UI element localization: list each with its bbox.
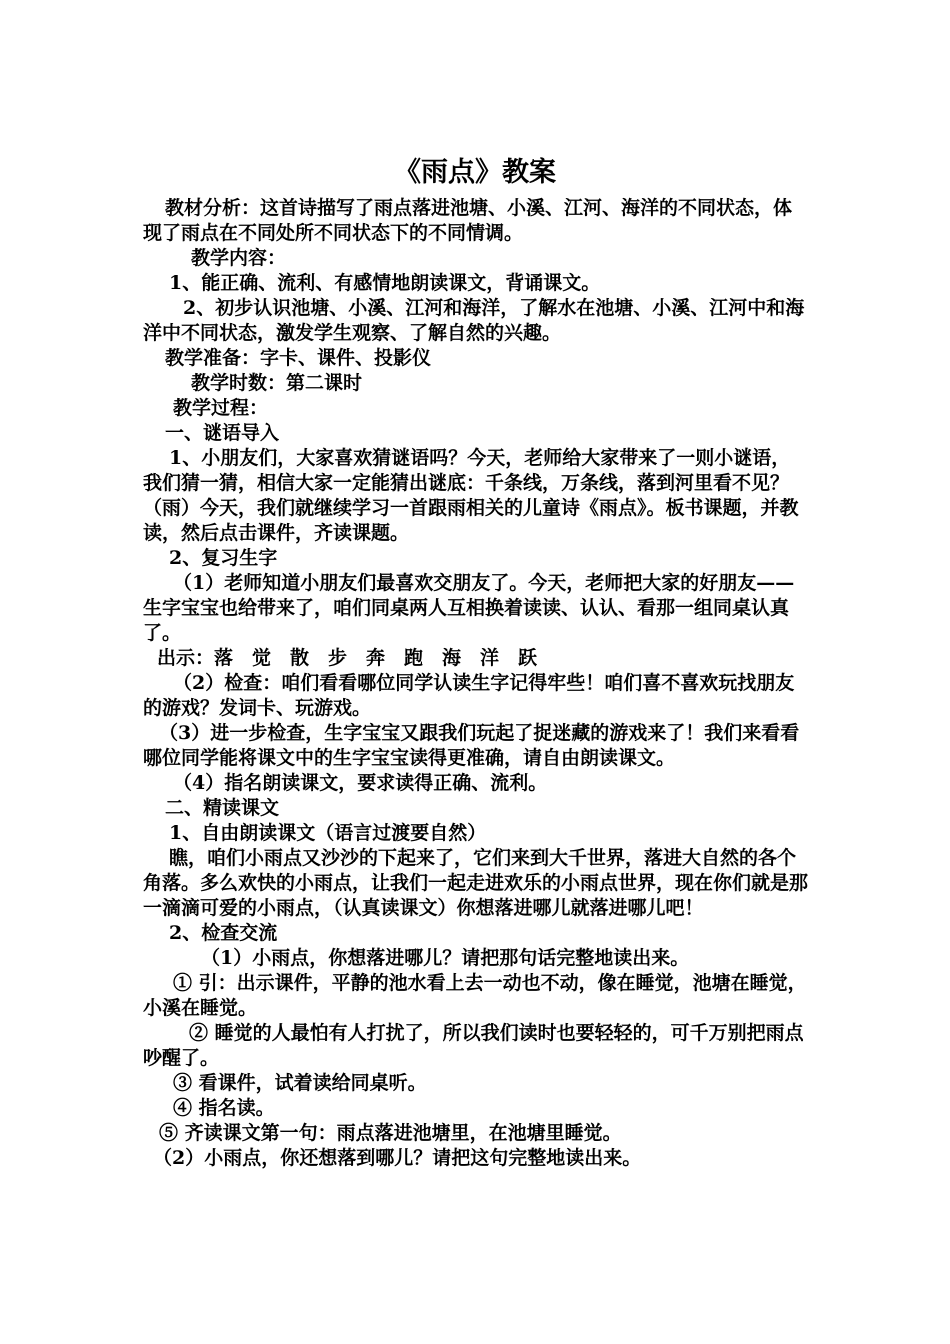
paragraph-step-4: ④ 指名读。 xyxy=(173,1097,275,1119)
paragraph-step-2: ② 睡觉的人最怕有人打扰了，所以我们读时也要轻轻的，可千万别把雨点吵醒了。 xyxy=(143,1022,804,1069)
section-heading-riddle-intro: 一、谜语导入 xyxy=(165,422,280,444)
paragraph-check-1: （1）小雨点，你想落进哪儿？请把那句话完整地读出来。 xyxy=(201,947,690,969)
paragraph-teaching-preparation: 教学准备：字卡、课件、投影仪 xyxy=(165,347,432,369)
paragraph-review-4: （4）指名朗读课文，要求读得正确、流利。 xyxy=(173,772,548,794)
paragraph-material-analysis: 教材分析：这首诗描写了雨点落进池塘、小溪、江河、海洋的不同状态，体现了雨点在不同处所不同状态下的不同情调。 xyxy=(143,197,793,244)
paragraph-step-5: ⑤ 齐读课文第一句：雨点落进池塘里，在池塘里睡觉。 xyxy=(159,1122,622,1144)
section-heading-close-reading: 二、精读课文 xyxy=(165,797,280,819)
paragraph-step-3: ③ 看课件，试着读给同桌听。 xyxy=(173,1072,427,1094)
subheading-check-exchange: 2、检查交流 xyxy=(169,922,278,944)
paragraph-teaching-content-heading: 教学内容： xyxy=(191,247,287,269)
subheading-review-characters: 2、复习生字 xyxy=(169,547,278,569)
paragraph-review-3: （3）进一步检查，生字宝宝又跟我们玩起了捉迷藏的游戏来了！我们来看看哪位同学能将课文中的生字宝宝读得更准确，请自由朗读课文。 xyxy=(143,722,800,769)
paragraph-teaching-process-heading: 教学过程： xyxy=(173,397,269,419)
paragraph-riddle: 1、小朋友们，大家喜欢猜谜语吗？今天，老师给大家带来了一则小谜语，我们猜一猜，相信大家一定能猜出谜底：千条线，万条线，落到河里看不见？（雨）今天，我们就继续学习一首跟雨相关的儿童诗《雨点》。板书课题，并教读，然后点击课件，齐读课题。 xyxy=(143,447,799,544)
document-body xyxy=(143,196,809,1171)
paragraph-content-item-1: 1、能正确、流利、有感情地朗读课文，背诵课文。 xyxy=(169,272,601,294)
paragraph-step-1: ① 引：出示课件，平静的池水看上去一动也不动，像在睡觉，池塘在睡觉，小溪在睡觉。 xyxy=(143,972,807,1019)
paragraph-teaching-hours: 教学时数：第二课时 xyxy=(191,372,363,394)
subheading-free-reading: 1、自由朗读课文（语言过渡要自然） xyxy=(169,822,487,844)
paragraph-content-item-2: 2、初步认识池塘、小溪、江河和海洋，了解水在池塘、小溪、江河中和海洋中不同状态，激发学生观察、了解自然的兴趣。 xyxy=(143,297,805,344)
paragraph-free-reading: 瞧，咱们小雨点又沙沙的下起来了，它们来到大千世界，落进大自然的各个角落。多么欢快的小雨点，让我们一起走进欢乐的小雨点世界，现在你们就是那一滴滴可爱的小雨点，（认真读课文）你想落进哪儿就落进哪儿吧！ xyxy=(143,847,809,919)
paragraph-review-1: （1）老师知道小朋友们最喜欢交朋友了。今天，老师把大家的好朋友——生字宝宝也给带来了，咱们同桌两人互相换着读读、认认、看那一组同桌认真了。 xyxy=(143,572,795,644)
paragraph-review-2: （2）检查：咱们看看哪位同学认读生字记得牢些！咱们喜不喜欢玩找朋友的游戏？发词卡、玩游戏。 xyxy=(143,672,795,719)
document-title: 《雨点》教案 xyxy=(394,157,556,188)
paragraph-check-2: （2）小雨点，你还想落到哪儿？请把这句完整地读出来。 xyxy=(153,1147,642,1169)
paragraph-display-characters: 出示：落 觉 散 步 奔 跑 海 洋 跃 xyxy=(157,647,538,669)
